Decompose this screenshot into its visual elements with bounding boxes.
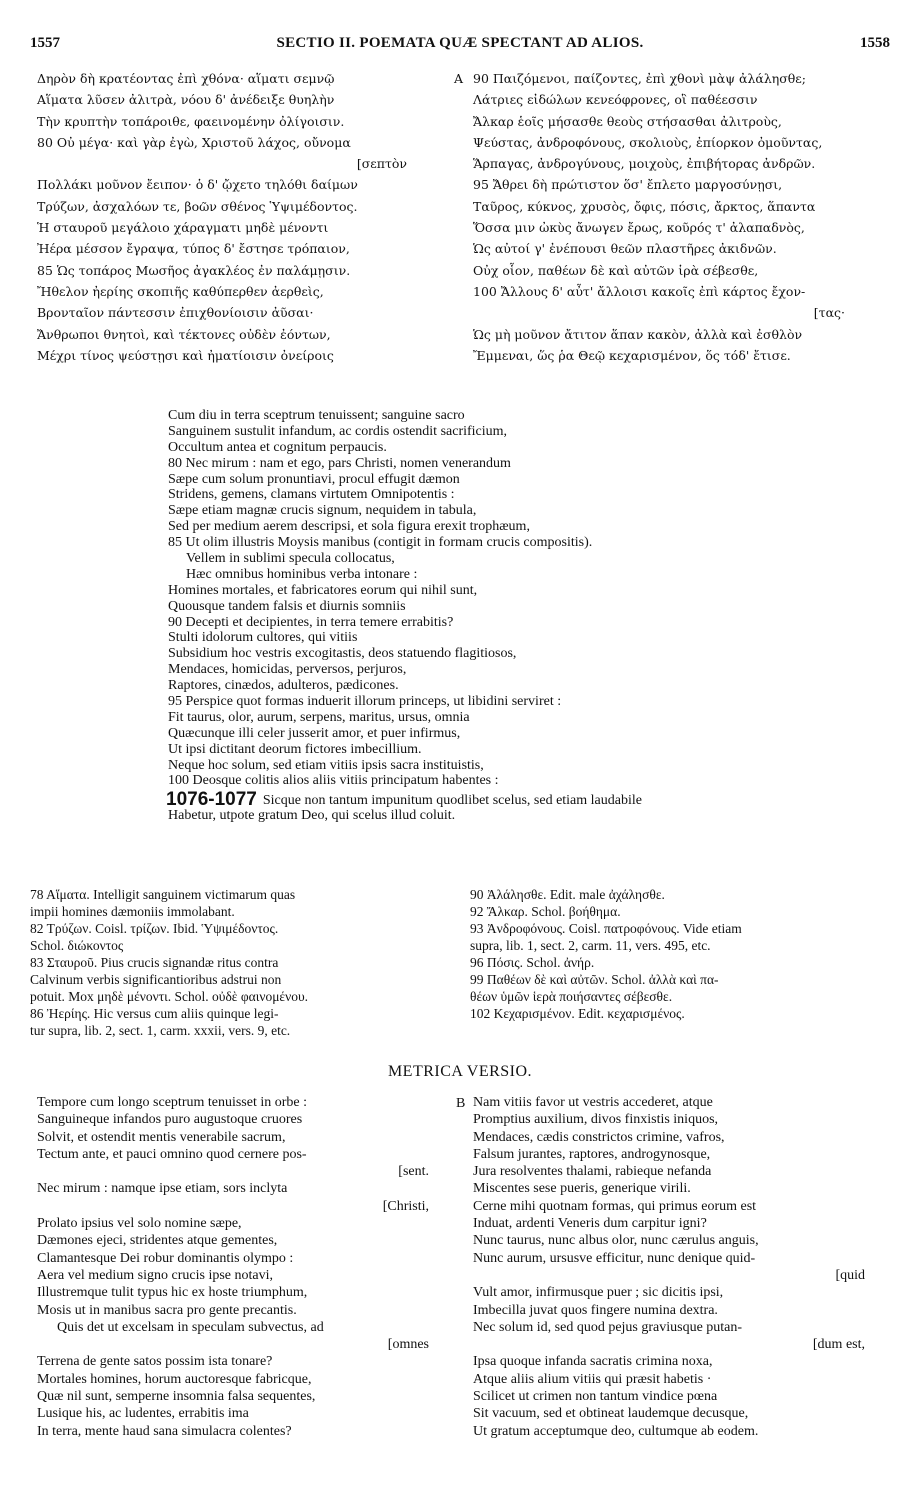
metrical-verse-line: Mendaces, cædis constrictos crimine, vafros,	[473, 1129, 725, 1145]
page-number-left: 1557	[30, 35, 60, 51]
greek-verse-line: Ἤθελον ἠερίης σκοπιῆς καθύπερθεν ἀερθεὶς,	[37, 283, 324, 299]
metrical-verse-line: Miscentes sese pueris, generique virili.	[473, 1181, 691, 1197]
footnote-line: 102 Κεχαρισμένον. Edit. κεχαρισμένος.	[470, 1006, 685, 1021]
metrical-verse-line: Mosis ut in manibus sacra pro gente precantis.	[37, 1302, 297, 1318]
greek-verse-line: 90 Παιζόμενοι, παίζοντες, ἐπὶ χθονὶ μὰψ ἀλάλησθε;	[473, 71, 806, 86]
latin-prose-line: 95 Perspice quot formas induerit illorum princeps, ut libidini serviret :	[168, 694, 562, 710]
latin-prose-line: 100 Deosque colitis alios aliis vitiis principatum habentes :	[168, 773, 499, 789]
footnote-line: 83 Σταυροῦ. Pius crucis signandæ ritus contra	[30, 955, 279, 970]
footnote-line: tur supra, lib. 2, sect. 1, carm. xxxii, vers. 9, etc.	[30, 1023, 291, 1038]
latin-prose-line	[166, 789, 868, 811]
margin-letter-b: B	[456, 1096, 466, 1111]
greek-verse-line: Οὐχ οἷον, παθέων δὲ καὶ αὐτῶν ἱρὰ σέβεσθε,	[473, 262, 759, 278]
metrical-verse-line: [dum est,	[812, 1337, 865, 1353]
greek-verse-line: Τὴν κρυπτὴν τοπάροιθε, φαεινομένην ὀλίγοισιν.	[37, 113, 345, 129]
metrical-verse-line: Nunc taurus, nunc albus olor, nunc cærulus anguis,	[473, 1233, 759, 1249]
latin-prose-line: Habetur, utpote gratum Deo, qui scelus illud coluit.	[168, 808, 456, 824]
latin-prose-line: Sanguinem sustulit infandum, ac cordis ostendit sacrificium,	[168, 423, 508, 439]
footnote-line: impii homines dæmoniis immolabant.	[30, 904, 235, 919]
latin-prose-line: Sed per medium aerem descripsi, et sola figura erexit trophæum,	[168, 519, 530, 535]
greek-verse-line: Ἅρπαγας, ἀνδρογύνους, μοιχοὺς, ἐπιβήτορας ἀνδρῶν.	[473, 156, 816, 172]
metrical-version-right-column	[473, 1094, 893, 1440]
latin-prose-line: Sæpe cum solum pronuntiavi, procul effugit dæmon	[168, 471, 460, 487]
metrical-verse-line: Promptius auxilium, divos finxistis iniquos,	[473, 1112, 719, 1128]
greek-verse-line: [τας·	[813, 305, 845, 321]
greek-verse-line: Ψεύστας, ἀνδροφόνους, σκολιοὺς, ἐπίορκον ὀμοῦντας,	[473, 134, 823, 150]
latin-prose-line: Mendaces, homicidas, perversos, perjuros,	[168, 662, 407, 678]
greek-verse-line: Ὅσσα μιν ὠκὺς ἄνωγεν ἔρως, κοῦρός τ' ἀλαπαδνὸς,	[473, 220, 805, 236]
latin-prose-line: Homines mortales, et fabricatores eorum qui nihil sunt,	[168, 582, 478, 598]
footnote-line: 93 Ἀνδροφόνους. Coisl. πατροφόνους. Vide etiam	[470, 921, 742, 936]
metrical-verse-line: Mortales homines, horum auctoresque fabricque,	[37, 1371, 312, 1387]
metrical-verse-line: [omnes	[387, 1337, 429, 1353]
metrical-verse-line: [quid	[835, 1267, 865, 1283]
metrical-verse-line: Scilicet ut crimen non tantum vindice pœna	[473, 1389, 718, 1405]
latin-prose-line: Quousque tandem falsis et diurnis somniis	[168, 598, 406, 614]
metrical-verse-line: Quæ nil sunt, semperne insomnia falsa sequentes,	[37, 1389, 316, 1405]
greek-verse-line: Λάτριες εἰδώλων κενεόφρονες, οἳ παθέεσσιν	[473, 92, 758, 108]
footnote-line: 82 Τρύζων. Coisl. τρίζων. Ibid. Ὑψιμέδοντος.	[30, 921, 279, 936]
metrical-verse-line: Ut gratum acceptumque deo, cultumque ab eodem.	[473, 1423, 759, 1439]
metrical-verse-line: Illustremque tulit typus hic ex hoste triumphum,	[37, 1285, 308, 1301]
metrical-verse-line: Vult amor, infirmusque puer ; sic dicitis ipsi,	[473, 1285, 724, 1301]
greek-verse-line: Ὡς αὐτοί γ' ἐνέπουσι θεῶν πλαστῆρες ἀκιδνῶν.	[473, 241, 777, 257]
metrical-verse-line: Aera vel medium signo crucis ipse notavi,	[37, 1267, 273, 1283]
footnote-line: potuit. Mox μηδὲ μένοντι. Schol. οὐδὲ φαινομένου.	[30, 989, 309, 1004]
page-number-right: 1558	[860, 35, 890, 51]
greek-verse-line: 85 Ὡς τοπάρος Μωσῆος ἀγακλέος ἐν παλάμῃσιν.	[37, 262, 351, 278]
greek-verse-line: Ὡς μὴ μοῦνον ἄτιτον ἅπαν κακὸν, ἀλλὰ καὶ ἐσθλὸν	[473, 326, 803, 342]
latin-prose-line: Hæc omnibus hominibus verba intonare :	[186, 566, 418, 582]
greek-verse-line: 80 Οὐ μέγα· καὶ γὰρ ἐγὼ, Χριστοῦ λάχος, οὔνομα	[37, 134, 351, 150]
greek-text-right-column	[473, 68, 885, 366]
metrical-verse-line: Imbecilla juvat quos fingere numina dextra.	[473, 1302, 718, 1318]
metrical-verse-line: Falsum jurantes, raptores, androgynosque,	[473, 1146, 711, 1162]
metrical-verse-line: Nec mirum : namque ipse etiam, sors inclyta	[37, 1181, 288, 1197]
metrical-verse-line: Nec solum id, sed quod pejus graviusque putan-	[473, 1319, 743, 1335]
metrical-verse-line: Terrena de gente satos possim ista tonare?	[37, 1354, 273, 1370]
greek-verse-line: Αἵματα λῦσεν ἀλιτρὰ, νόου δ' ἀνέδειξε θυηλὴν	[37, 92, 335, 108]
latin-prose-line: 85 Ut olim illustris Moysis manibus (contigit in formam crucis compositis).	[168, 535, 593, 551]
metrica-versio-title: METRICA VERSIO.	[387, 1063, 533, 1080]
greek-text-left-column	[37, 68, 447, 366]
metrical-verse-line: [sent.	[398, 1164, 429, 1180]
latin-prose-text: Sicque non tantum impunitum quodlibet scelus, sed etiam laudabile	[262, 793, 642, 809]
metrical-verse-line: Solvit, et ostendit mentis venerabile sacrum,	[37, 1129, 286, 1145]
footnote-line: supra, lib. 1, sect. 2, carm. 11, vers. 495, etc.	[470, 938, 711, 953]
section-header-title: SECTIO II. POEMATA QUÆ SPECTANT AD ALIOS.	[276, 35, 644, 51]
metrical-verse-line: Quis det ut excelsam in speculam subvectus, ad	[57, 1319, 324, 1335]
footnote-line: 92 Ἄλκαρ. Schol. βοήθημα.	[470, 904, 621, 919]
greek-verse-line: Ἠέρα μέσσον ἔγραψα, τύπος δ' ἔστησε τρόπαιον,	[37, 241, 350, 257]
footnotes-left-column	[30, 886, 448, 1039]
metrical-verse-line: Sanguineque infandos puro augustoque cruores	[37, 1112, 303, 1128]
greek-verse-line: Πολλάκι μοῦνον ἔειπον· ὁ δ' ᾤχετο τηλόθι δαίμων	[37, 177, 358, 193]
latin-prose-line: Stulti idolorum cultores, qui vitiis	[168, 630, 358, 646]
latin-prose-line: Fit taurus, olor, aurum, serpens, maritus, ursus, omnia	[168, 709, 470, 725]
running-header	[30, 35, 890, 59]
metrical-verse-line: [Christi,	[382, 1198, 429, 1214]
latin-prose-line: Raptores, cinædos, adulteros, pædicones.	[168, 678, 399, 694]
greek-verse-line: Ἄλκαρ ἑοῖς μήσασθε θεοὺς στήσασθαι ἀλιτροὺς,	[473, 113, 782, 129]
latin-prose-line: Cum diu in terra sceptrum tenuissent; sanguine sacro	[168, 408, 465, 423]
metrical-verse-line: Nam vitiis favor ut vestris accederet, atque	[473, 1095, 713, 1110]
footnote-line: θέων ὑμῶν ἱερὰ ποιήσαντες σέβεσθε.	[470, 989, 673, 1004]
latin-prose-line: Neque hoc solum, sed etiam vitiis ipsis sacra instituistis,	[168, 757, 484, 773]
metrical-verse-line: Jura resolventes thalami, rabieque nefanda	[473, 1164, 712, 1180]
greek-verse-line: Δηρὸν δὴ κρατέοντας ἐπὶ χθόνα· αἵματι σεμνῷ	[37, 71, 335, 86]
footnote-line: Calvinum verbis significantioribus adstrui non	[30, 972, 282, 987]
metrical-verse-line: Tectum ante, et pauci omnino quod cernere pos-	[37, 1146, 307, 1162]
metrical-verse-line: Dæmones ejeci, stridentes atque gementes,	[37, 1233, 278, 1249]
latin-prose-line: 90 Decepti et decipientes, in terra temere errabitis?	[168, 614, 454, 630]
greek-verse-line: Ἄνθρωποι θνητοὶ, καὶ τέκτονες οὐδὲν ἐόντων,	[37, 326, 331, 342]
greek-verse-line: Μέχρι τίνος ψεύστῃσι καὶ ἠματίοισιν ὀνείροις	[37, 347, 334, 363]
metrical-verse-line: Ipsa quoque infanda sacratis crimina noxa,	[473, 1354, 713, 1370]
latin-translation	[168, 408, 868, 824]
margin-letter-a: A	[454, 71, 464, 86]
metrical-verse-line: Lusique his, ac ludentes, errabitis ima	[37, 1406, 249, 1422]
latin-prose-line: Vellem in sublimi specula collocatus,	[186, 551, 395, 567]
footnotes-right-column	[470, 886, 890, 1022]
latin-prose-line: Ut ipsi dictitant deorum fictores imbecillium.	[168, 741, 422, 757]
greek-verse-line: 100 Ἄλλους δ' αὖτ' ἄλλοισι κακοῖς ἐπὶ κάρτος ἔχον-	[473, 283, 806, 299]
footnote-line: 86 Ἠερίης. Hic versus cum aliis quinque legi-	[30, 1006, 279, 1021]
footnote-line: 78 Αἵματα. Intelligit sanguinem victimarum quas	[30, 887, 296, 902]
metrical-verse-line: Cerne mihi quotnam formas, qui primus eorum est	[473, 1198, 757, 1214]
greek-verse-line: Τρύζων, ἀσχαλόων τε, βοῶν σθένος Ὑψιμέδοντος.	[37, 198, 358, 214]
footnote-line: 96 Πόσις. Schol. ἀνήρ.	[470, 955, 595, 970]
column-number-marker: 1076-1077	[166, 789, 257, 811]
metrical-verse-line: Tempore cum longo sceptrum tenuisset in orbe :	[37, 1095, 308, 1110]
metrical-verse-line: Sit vacuum, sed et obtineat laudemque decusque,	[473, 1406, 749, 1422]
metrical-verse-line: Induat, ardenti Veneris dum carpitur igni?	[473, 1216, 707, 1232]
metrical-verse-line: Atque aliis alium vitiis qui præsit habetis ·	[473, 1371, 712, 1387]
latin-prose-line: 80 Nec mirum : nam et ego, pars Christi, nomen venerandum	[168, 455, 511, 471]
greek-verse-line: 95 Ἄθρει δὴ πρώτιστον ὅσ' ἔπλετο μαργοσύνῃσι,	[473, 177, 783, 193]
greek-verse-line: [σεπτὸν	[356, 156, 407, 172]
latin-prose-line: Stridens, gemens, clamans virtutem Omnipotentis :	[168, 487, 455, 503]
footnote-line: 99 Παθέων δὲ καὶ αὐτῶν. Schol. ἀλλὰ καὶ πα-	[470, 972, 719, 987]
latin-prose-line: Occultum antea et cognitum perpaucis.	[168, 439, 387, 455]
metrical-verse-line: Clamantesque Dei robur dominantis olympo :	[37, 1250, 294, 1266]
greek-verse-line: Ἔμμεναι, ὥς ῥα Θεῷ κεχαρισμένον, ὅς τόδ' ἔτισε.	[473, 347, 791, 363]
metrical-verse-line: Nunc aurum, ursusve efficitur, nunc denique quid-	[473, 1250, 756, 1266]
metrical-verse-line: Prolato ipsius vel solo nomine sæpe,	[37, 1216, 242, 1232]
metrical-verse-line: In terra, mente haud sana simulacra colentes?	[37, 1423, 292, 1439]
footnote-line: Schol. διώκοντος	[30, 938, 124, 953]
greek-verse-line: Ἡ σταυροῦ μεγάλοιο χάραγματι μηδὲ μένοντι	[37, 220, 329, 236]
greek-verse-line: Ταῦρος, κύκνος, χρυσὸς, ὄφις, πόσις, ἄρκτος, ἅπαντα	[473, 198, 816, 214]
metrical-version-left-column	[37, 1094, 457, 1440]
latin-prose-line: Subsidium hoc vestris excogitastis, deos statuendo flagitiosos,	[168, 646, 517, 662]
footnote-line: 90 Ἀλάλησθε. Edit. male ἀχάλησθε.	[470, 887, 665, 902]
greek-verse-line: Βρονταῖον πάντεσσιν ἐπιχθονίοισιν ἀῦσαι·	[37, 305, 314, 321]
latin-prose-line: Quæcunque illi celer jusserit amor, et puer infirmus,	[168, 725, 461, 741]
latin-prose-line: Sæpe etiam magnæ crucis signum, nequidem in tabula,	[168, 503, 477, 519]
